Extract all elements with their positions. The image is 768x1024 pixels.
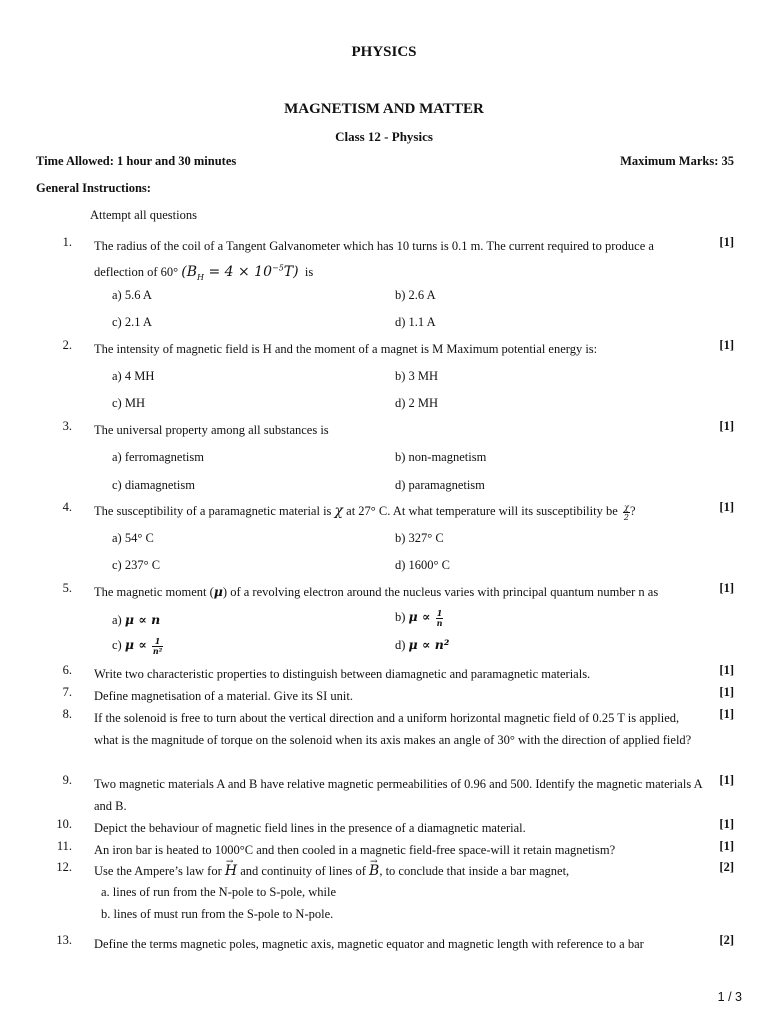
question-number: 8. xyxy=(62,707,72,721)
question-text: The susceptibility of a paramagnetic material is χ at 27° C. At what temperature will its susceptibility be $\frac{\chi}{2}$ ? xyxy=(94,502,636,522)
question-marks: [1] xyxy=(719,839,734,853)
question-number: 3. xyxy=(62,419,72,433)
question-text: Define magnetisation of a material. Give its SI unit. xyxy=(94,689,353,703)
option-c: c) MH xyxy=(112,396,145,410)
question-marks: [1] xyxy=(719,663,734,677)
option-b: b) 3 MH xyxy=(395,369,439,383)
sub-item-a: a. lines of run from the N-pole to S-pole, while xyxy=(101,885,337,899)
question-marks: [1] xyxy=(719,500,734,514)
chi-symbol: χ xyxy=(334,503,344,519)
option-a: a) 54° C xyxy=(112,531,154,545)
option-c: c) diamagnetism xyxy=(112,478,195,492)
question-marks: [1] xyxy=(719,707,734,721)
option-b: b) non-magnetism xyxy=(395,450,487,464)
option-c: c) 237° C xyxy=(112,558,161,572)
math-expression: $(B_H = 4 \times 10^{-5}T)$ xyxy=(181,263,299,282)
question-marks: [1] xyxy=(719,685,734,699)
class-line: Class 12 - Physics xyxy=(335,129,433,144)
option-d: d) μ ∝ n² xyxy=(395,637,450,652)
question-text: Two magnetic materials A and B have relative magnetic permeabilities of 0.96 and 500. Identify the magnetic materials A and B. xyxy=(94,777,702,813)
question-text: Write two characteristic properties to distinguish between diamagnetic and paramagnetic materials. xyxy=(94,667,591,681)
question-text xyxy=(94,235,704,288)
question-marks: [1] xyxy=(719,817,734,831)
time-allowed: Time Allowed: 1 hour and 30 minutes xyxy=(36,154,237,168)
question-number: 11. xyxy=(56,839,72,853)
question-number: 2. xyxy=(62,338,72,352)
question-text-line2: deflection of 60° $(B_H = 4 \times 10^{-5}T)$ is xyxy=(94,263,314,282)
question-marks: [1] xyxy=(719,338,734,352)
question-marks: [1] xyxy=(719,581,734,595)
option-a: a) 5.6 A xyxy=(112,288,152,302)
option-d: d) 2 MH xyxy=(395,396,439,410)
question-number: 13. xyxy=(56,933,72,947)
question-marks: [1] xyxy=(719,773,734,787)
instructions-heading: General Instructions: xyxy=(36,181,151,195)
vector-b: → B xyxy=(369,860,379,882)
vector-h: → H xyxy=(225,860,237,882)
page-number: 1 / 3 xyxy=(717,990,742,1004)
fraction: $\frac{1}{\text{n²}}$ xyxy=(152,635,163,656)
question-text: An iron bar is heated to 1000°C and then cooled in a magnetic field-free space-will it retain magnetism? xyxy=(94,843,616,857)
option-d: d) paramagnetism xyxy=(395,478,485,492)
question-marks: [1] xyxy=(719,235,734,249)
option-c: c) 2.1 A xyxy=(112,315,152,329)
option-a: a) μ ∝ n xyxy=(112,612,161,627)
question-number: 1. xyxy=(62,235,72,249)
question-text: Depict the behaviour of magnetic field lines in the presence of a diamagnetic material. xyxy=(94,821,526,835)
option-d: d) 1600° C xyxy=(395,558,450,572)
question-text: The magnetic moment (μ) of a revolving electron around the nucleus varies with principal quantum number n as xyxy=(94,584,659,599)
question-number: 7. xyxy=(62,685,72,699)
question-number: 4. xyxy=(62,500,72,514)
question-number: 9. xyxy=(62,773,72,787)
fraction: $\frac{\chi}{2}$ xyxy=(623,502,629,522)
option-a: a) ferromagnetism xyxy=(112,450,204,464)
question-number: 12. xyxy=(56,860,72,874)
option-d: d) 1.1 A xyxy=(395,315,436,329)
question-number: 6. xyxy=(62,663,72,677)
fraction: $\frac{1}{n}$ xyxy=(436,607,443,628)
option-c: c) μ ∝ $\frac{1}{\text{n²}}$ xyxy=(112,635,163,656)
option-a: a) 4 MH xyxy=(112,369,155,383)
sub-item-b: b. lines of must run from the S-pole to N-pole. xyxy=(101,907,334,921)
chapter-title: MAGNETISM AND MATTER xyxy=(284,101,484,117)
option-b: b) 327° C xyxy=(395,531,444,545)
subject-title: PHYSICS xyxy=(351,44,417,60)
question-text: The universal property among all substances is xyxy=(94,423,329,437)
mu-symbol: μ xyxy=(213,584,223,599)
question-marks: [2] xyxy=(719,933,734,947)
option-b: b) 2.6 A xyxy=(395,288,436,302)
question-text-line1: The radius of the coil of a Tangent Galvanometer which has 10 turns is 0.1 m. The current required to produce a xyxy=(94,239,654,253)
question-text: Define the terms magnetic poles, magnetic axis, magnetic equator and magnetic length with reference to a bar xyxy=(94,937,644,951)
question-number: 5. xyxy=(62,581,72,595)
question-marks: [2] xyxy=(719,860,734,874)
option-b: b) μ ∝ $\frac{1}{n}$ xyxy=(395,607,443,628)
question-text: The intensity of magnetic field is H and the moment of a magnet is M Maximum potential energy is: xyxy=(94,342,598,356)
instructions-text: Attempt all questions xyxy=(90,208,197,222)
question-marks: [1] xyxy=(719,419,734,433)
question-number: 10. xyxy=(56,817,72,831)
question-text: If the solenoid is free to turn about the vertical direction and a uniform horizontal magnetic field of 0.25 T is applied, what is the magnitude of torque on the solenoid when its axis makes an angle of 30° with the direction of applied field? xyxy=(94,711,692,747)
question-text: Use the Ampere’s law for → H and continuity of lines of → B, to conclude that inside a bar magnet, xyxy=(94,860,704,882)
maximum-marks: Maximum Marks: 35 xyxy=(620,154,734,168)
